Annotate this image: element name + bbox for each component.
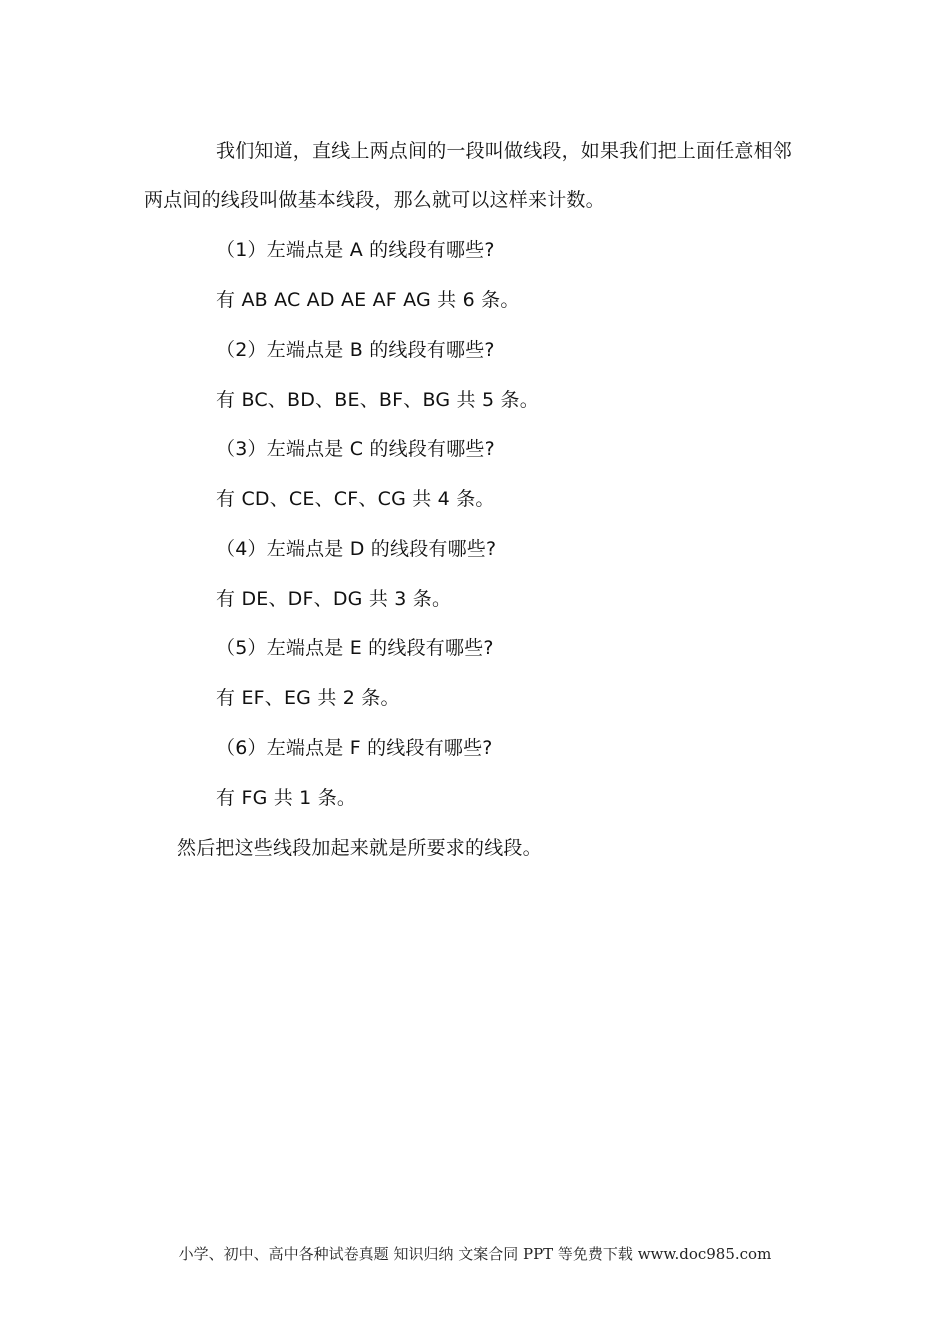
intro-paragraph-line-2: 两点间的线段叫做基本线段，那么就可以这样来计数。: [144, 189, 605, 211]
answer-3: 有 CD、CE、CF、CG 共 4 条。: [216, 488, 495, 510]
answer-5: 有 EF、EG 共 2 条。: [216, 687, 400, 709]
answer-1: 有 AB AC AD AE AF AG 共 6 条。: [216, 289, 520, 311]
answer-2: 有 BC、BD、BE、BF、BG 共 5 条。: [216, 389, 539, 411]
question-3: （3）左端点是 C 的线段有哪些?: [216, 438, 495, 460]
intro-paragraph-line-1: 我们知道，直线上两点间的一段叫做线段，如果我们把上面任意相邻: [216, 140, 793, 162]
answer-4: 有 DE、DF、DG 共 3 条。: [216, 588, 452, 610]
footer-watermark: 小学、初中、高中各种试卷真题 知识归纳 文案合同 PPT 等免费下载 www.doc985.com: [178, 1245, 772, 1263]
question-1: （1）左端点是 A 的线段有哪些?: [216, 239, 495, 261]
question-2: （2）左端点是 B 的线段有哪些?: [216, 339, 495, 361]
conclusion-paragraph: 然后把这些线段加起来就是所要求的线段。: [177, 837, 542, 859]
question-5: （5）左端点是 E 的线段有哪些?: [216, 637, 494, 659]
question-4: （4）左端点是 D 的线段有哪些?: [216, 538, 497, 560]
question-6: （6）左端点是 F 的线段有哪些?: [216, 737, 493, 759]
answer-6: 有 FG 共 1 条。: [216, 787, 357, 809]
